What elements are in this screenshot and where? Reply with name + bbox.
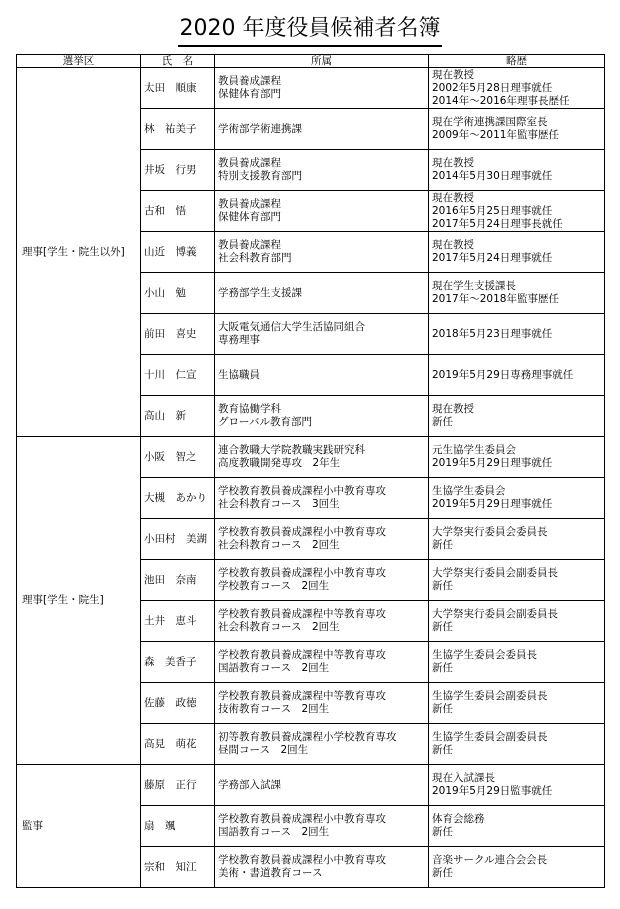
career-line: 2009年～2011年監事歴任 [432, 129, 559, 141]
career-line: 2018年5月23日理事就任 [432, 327, 553, 340]
affiliation-cell [215, 314, 429, 355]
affiliation-cell [215, 519, 429, 560]
affiliation-line: 教員養成課程 [218, 239, 281, 251]
career-line: 現在教授 [432, 68, 474, 81]
affiliation-cell [215, 396, 429, 437]
header-district: 選挙区 [17, 55, 141, 68]
career-line: 大学祭実行委員会副委員長 [432, 567, 558, 579]
career-line: 音楽サークル連合会会長 [432, 854, 548, 866]
candidate-name: 高山 新 [141, 396, 215, 437]
affiliation-line: 学校教育教員養成課程小中教育専攻 [218, 526, 386, 538]
career-cell [429, 273, 605, 314]
candidate-name: 井坂 行男 [141, 150, 215, 191]
candidate-name: 高見 萌花 [141, 724, 215, 765]
affiliation-line: 教員養成課程 [218, 75, 281, 87]
career-line: 2016年5月25日理事就任 [432, 204, 553, 217]
candidate-name: 小田村 美湖 [141, 519, 215, 560]
table-row [17, 68, 605, 109]
page-title [0, 14, 620, 47]
affiliation-line: 特別支援教育部門 [218, 170, 302, 182]
career-line: 2014年5月30日理事就任 [432, 170, 553, 182]
title-text: 2020 年度役員候補者名簿 [178, 14, 443, 47]
affiliation-cell [215, 109, 429, 150]
career-line: 2019年5月29日理事就任 [432, 498, 553, 510]
candidate-name: 小阪 智之 [141, 437, 215, 478]
affiliation-line: 学校教育教員養成課程中等教育専攻 [218, 649, 386, 661]
affiliation-line: 大阪電気通信大学生活協同組合 [218, 321, 365, 333]
candidate-name: 宗和 知江 [141, 847, 215, 888]
career-cell [429, 232, 605, 273]
header-row [17, 55, 605, 68]
career-cell [429, 765, 605, 806]
table-row [17, 437, 605, 478]
affiliation-line: 学校教育教員養成課程中等教育専攻 [218, 690, 386, 702]
affiliation-cell [215, 150, 429, 191]
career-line: 現在教授 [432, 239, 474, 251]
affiliation-cell [215, 683, 429, 724]
affiliation-line: 学校教育コース 2回生 [218, 580, 330, 592]
affiliation-cell [215, 355, 429, 396]
career-line: 2017年5月24日理事長就任 [432, 217, 563, 230]
candidate-name: 藤原 正行 [141, 765, 215, 806]
career-line: 新任 [432, 744, 453, 756]
table-row [17, 765, 605, 806]
affiliation-line: 社会科教育コース 2回生 [218, 621, 340, 633]
career-cell [429, 847, 605, 888]
career-line: 新任 [432, 621, 453, 633]
career-cell [429, 437, 605, 478]
career-line: 2014年～2016年理事長歴任 [432, 94, 570, 107]
career-line: 体育会総務 [432, 813, 485, 825]
career-cell [429, 724, 605, 765]
affiliation-line: 国語教育コース 2回生 [218, 662, 330, 674]
affiliation-line: 学務部入試課 [218, 778, 281, 791]
candidate-name: 十川 仁宣 [141, 355, 215, 396]
affiliation-line: 高度教職開発専攻 2年生 [218, 457, 341, 469]
career-line: 新任 [432, 826, 453, 838]
career-cell [429, 806, 605, 847]
affiliation-cell [215, 806, 429, 847]
career-line: 生協学生委員会委員長 [432, 649, 537, 661]
candidate-table [16, 54, 605, 888]
header-affiliation: 所属 [215, 55, 429, 68]
affiliation-line: 保健体育部門 [218, 88, 281, 100]
affiliation-cell [215, 847, 429, 888]
career-line: 2019年5月29日理事就任 [432, 457, 553, 469]
affiliation-cell [215, 273, 429, 314]
career-cell [429, 642, 605, 683]
candidate-name: 森 美香子 [141, 642, 215, 683]
career-cell [429, 109, 605, 150]
affiliation-cell [215, 232, 429, 273]
affiliation-line: 学校教育教員養成課程小中教育専攻 [218, 813, 386, 825]
career-cell [429, 355, 605, 396]
affiliation-cell [215, 437, 429, 478]
career-line: 現在教授 [432, 157, 474, 169]
district-cell: 理事[学生・院生] [17, 437, 141, 765]
career-cell [429, 314, 605, 355]
affiliation-line: 専務理事 [218, 334, 260, 346]
candidate-name: 大槻 あかり [141, 478, 215, 519]
career-line: 新任 [432, 867, 453, 879]
candidate-name: 池田 奈南 [141, 560, 215, 601]
affiliation-line: 学務部学生支援課 [218, 286, 302, 299]
career-line: 現在教授 [432, 191, 474, 204]
affiliation-line: 学校教育教員養成課程小中教育専攻 [218, 485, 386, 497]
career-line: 生協学生委員会副委員長 [432, 690, 548, 702]
candidate-name: 土井 恵斗 [141, 601, 215, 642]
career-line: 生協学生委員会 [432, 485, 506, 497]
affiliation-line: 社会科教育コース 3回生 [218, 498, 340, 510]
district-cell: 監事 [17, 765, 141, 888]
affiliation-line: 初等教育教員養成課程小学校教育専攻 [218, 731, 397, 743]
career-cell [429, 478, 605, 519]
candidate-name: 前田 喜史 [141, 314, 215, 355]
career-line: 元生協学生委員会 [432, 444, 516, 456]
affiliation-line: 学校教育教員養成課程小中教育専攻 [218, 854, 386, 866]
affiliation-line: 技術教育コース 2回生 [218, 703, 330, 715]
affiliation-line: 教育協働学科 [218, 403, 281, 415]
career-line: 2019年5月29日監事就任 [432, 785, 553, 797]
career-cell [429, 150, 605, 191]
candidate-name: 林 祐美子 [141, 109, 215, 150]
candidate-name: 佐藤 政徳 [141, 683, 215, 724]
affiliation-line: 教員養成課程 [218, 157, 281, 169]
candidate-name: 山近 博義 [141, 232, 215, 273]
affiliation-cell [215, 765, 429, 806]
career-cell [429, 68, 605, 109]
affiliation-line: 社会科教育コース 2回生 [218, 539, 340, 551]
affiliation-line: 連合教職大学院教職実践研究科 [218, 444, 365, 456]
affiliation-line: 保健体育部門 [218, 211, 281, 223]
career-line: 新任 [432, 703, 453, 715]
affiliation-line: グローバル教育部門 [218, 416, 312, 428]
career-line: 大学祭実行委員会委員長 [432, 526, 548, 538]
affiliation-line: 学校教育教員養成課程小中教育専攻 [218, 567, 386, 579]
career-line: 現在入試課長 [432, 772, 495, 784]
career-line: 生協学生委員会副委員長 [432, 731, 548, 743]
affiliation-line: 社会科教育部門 [218, 252, 292, 264]
affiliation-line: 国語教育コース 2回生 [218, 826, 330, 838]
table-body [17, 68, 605, 888]
candidate-name: 太田 順康 [141, 68, 215, 109]
career-line: 新任 [432, 416, 453, 428]
career-line: 現在教授 [432, 403, 474, 415]
affiliation-cell [215, 68, 429, 109]
header-name: 氏 名 [141, 55, 215, 68]
career-line: 新任 [432, 580, 453, 592]
affiliation-cell [215, 478, 429, 519]
affiliation-line: 学校教育教員養成課程中等教育専攻 [218, 608, 386, 620]
career-line: 現在学生支援課長 [432, 280, 516, 292]
affiliation-line: 教員養成課程 [218, 198, 281, 210]
header-career: 略歴 [429, 55, 605, 68]
affiliation-cell [215, 601, 429, 642]
career-line: 2017年5月24日理事就任 [432, 252, 553, 264]
district-cell: 理事[学生・院生以外] [17, 68, 141, 437]
affiliation-line: 昼間コース 2回生 [218, 744, 309, 756]
affiliation-line: 学術部学術連携課 [218, 122, 302, 135]
affiliation-cell [215, 724, 429, 765]
career-cell [429, 519, 605, 560]
career-line: 2017年～2018年監事歴任 [432, 293, 559, 305]
career-line: 2002年5月28日理事就任 [432, 81, 553, 94]
candidate-name: 小山 勉 [141, 273, 215, 314]
career-line: 2019年5月29日専務理事就任 [432, 368, 574, 381]
affiliation-cell [215, 191, 429, 232]
affiliation-cell [215, 642, 429, 683]
career-line: 大学祭実行委員会副委員長 [432, 608, 558, 620]
career-line: 新任 [432, 539, 453, 551]
career-cell [429, 601, 605, 642]
affiliation-line: 美術・書道教育コース [218, 867, 323, 879]
candidate-name: 扇 颯 [141, 806, 215, 847]
career-cell [429, 560, 605, 601]
career-cell [429, 191, 605, 232]
career-cell [429, 683, 605, 724]
career-cell [429, 396, 605, 437]
affiliation-cell [215, 560, 429, 601]
candidate-name: 古和 悟 [141, 191, 215, 232]
affiliation-line: 生協職員 [218, 368, 260, 381]
career-line: 現在学術連携課国際室長 [432, 116, 548, 128]
career-line: 新任 [432, 662, 453, 674]
